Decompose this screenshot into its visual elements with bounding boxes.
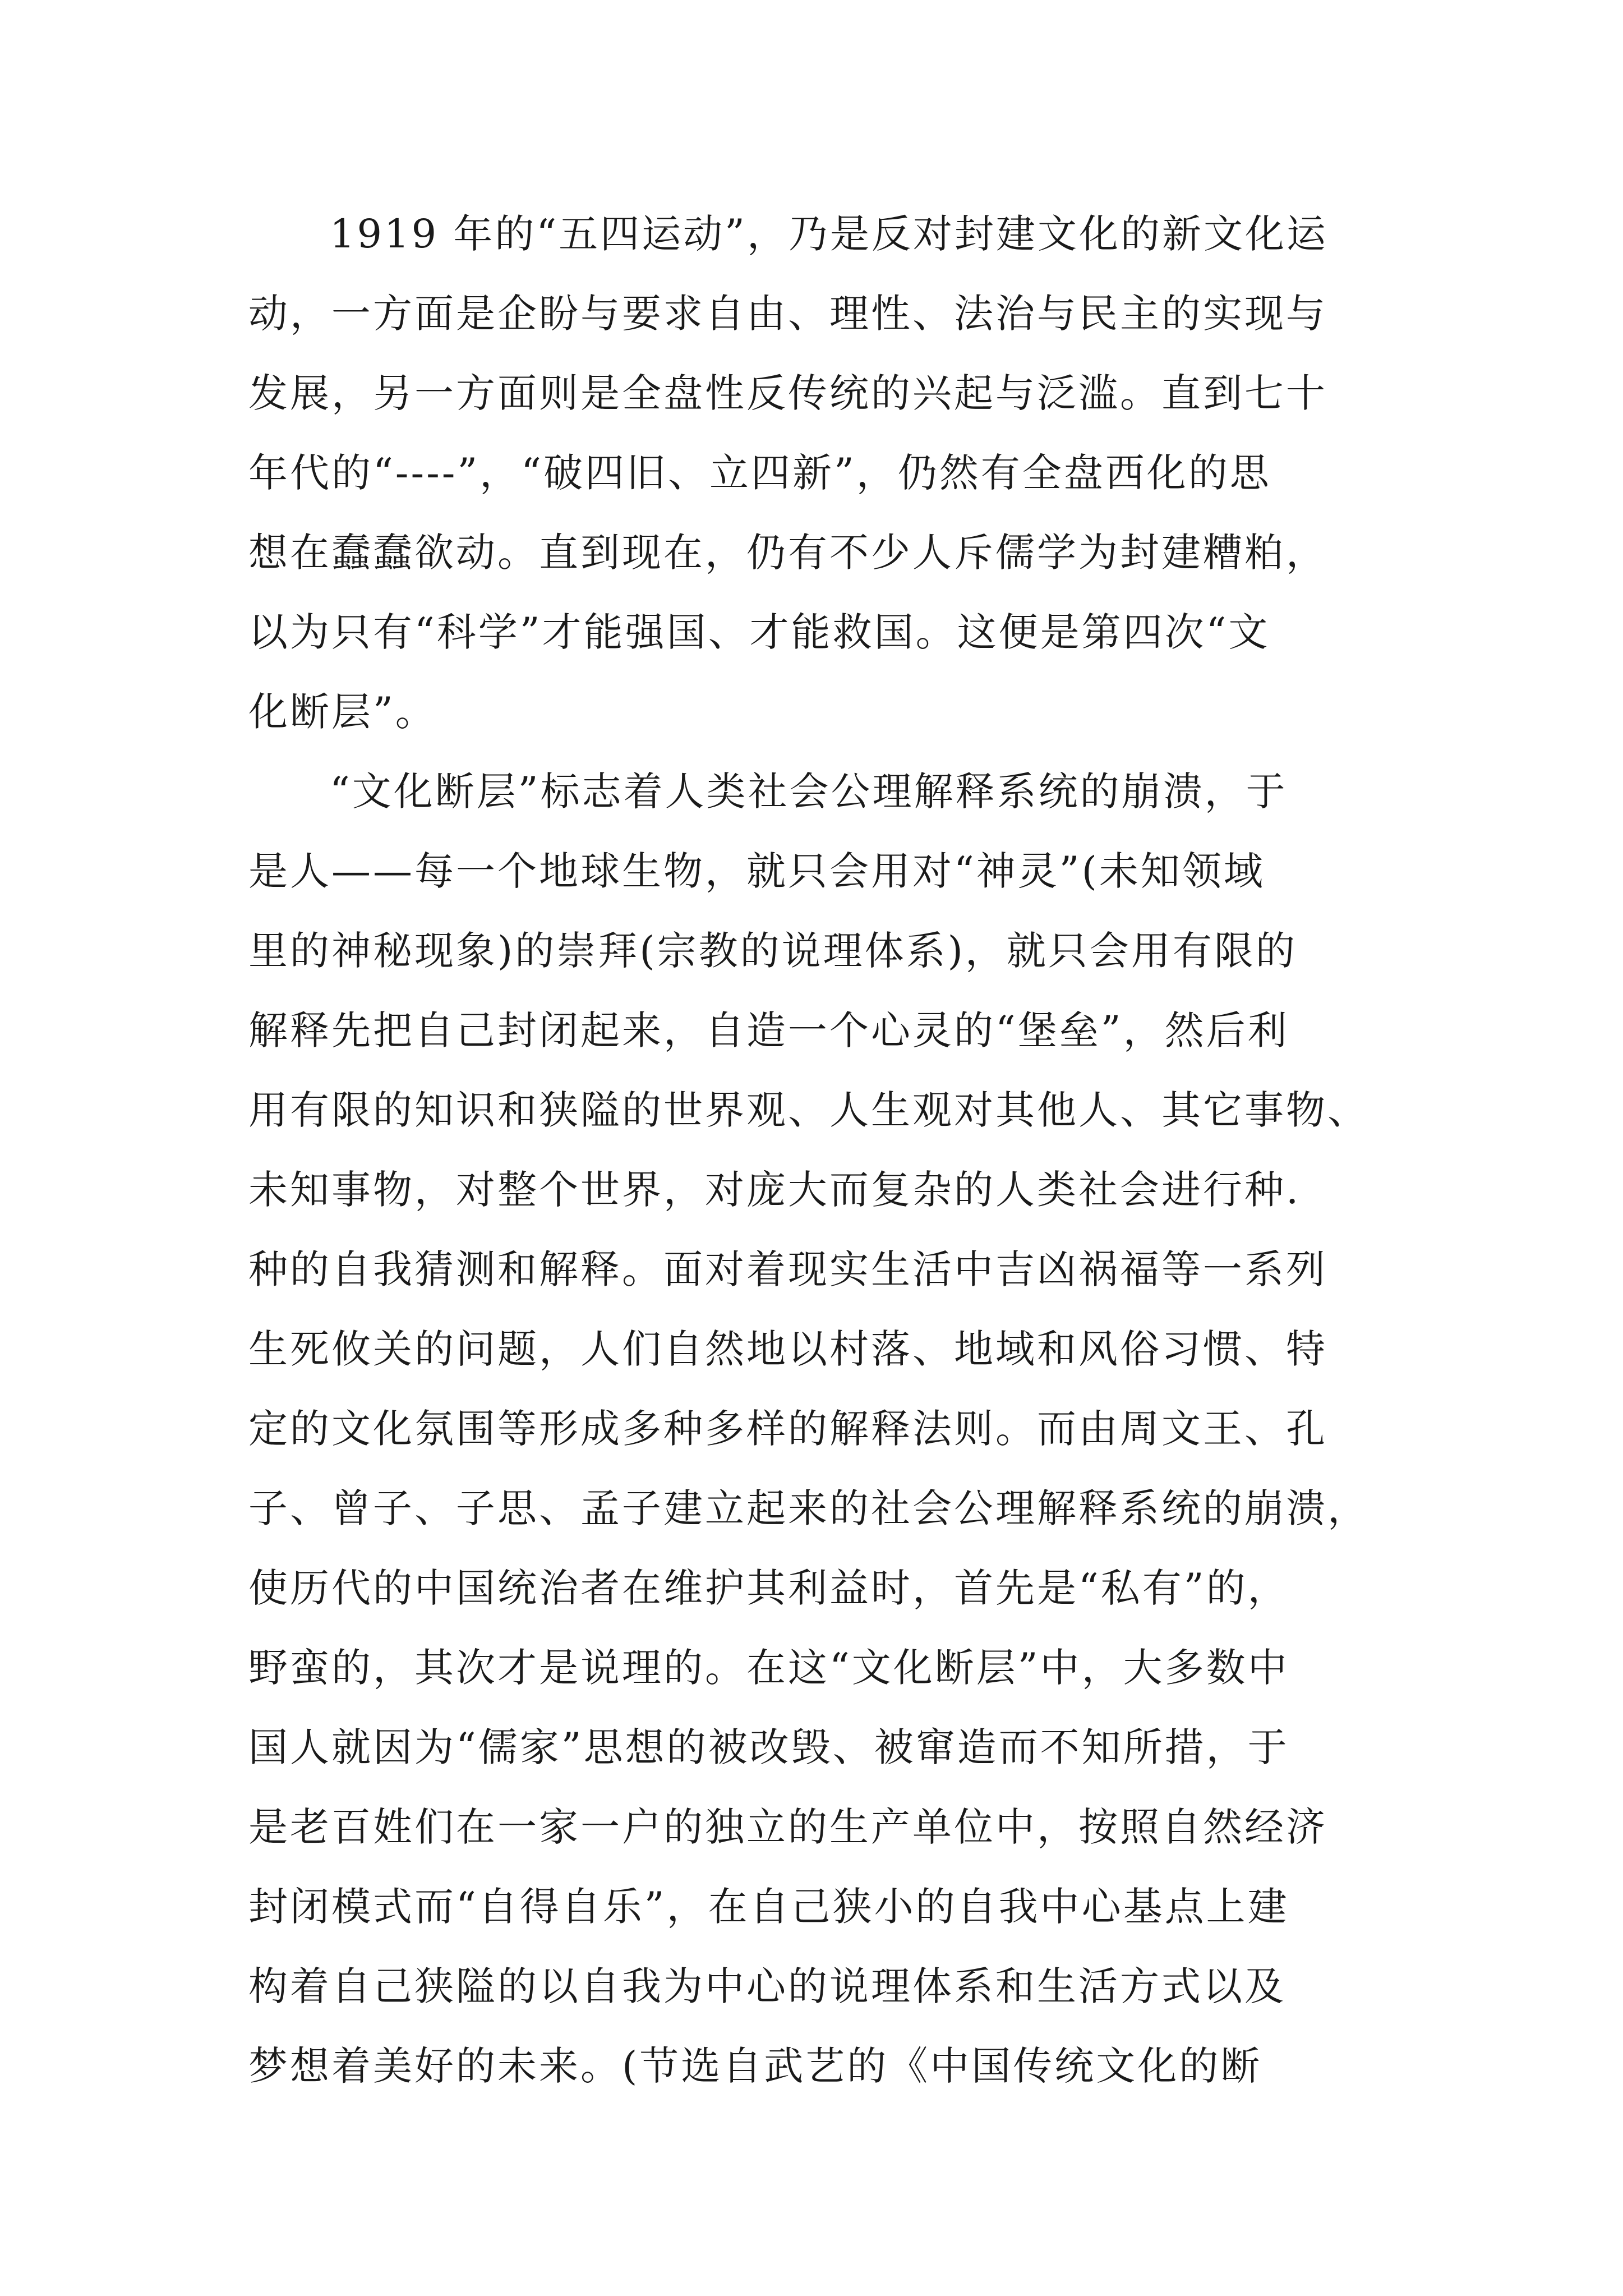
paragraph-2-line-12: 野蛮的，其次才是说理的。在这“文化断层”中，大多数中 xyxy=(248,1645,1289,1691)
paragraph-2-line-16: 构着自己狭隘的以自我为中心的说理体系和生活方式以及 xyxy=(248,1963,1286,2009)
paragraph-2-line-6: 未知事物，对整个世界，对庞大而复杂的人类社会进行种. xyxy=(248,1167,1301,1213)
paragraph-2-line-2: 是人——每一个地球生物，就只会用对“神灵”(未知领域 xyxy=(248,848,1265,894)
paragraph-2-line-17: 梦想着美好的未来。(节选自武艺的《中国传统文化的断 xyxy=(248,2043,1262,2089)
paragraph-2-line-13: 国人就因为“儒家”思想的被改毁、被窜造而不知所措，于 xyxy=(248,1724,1289,1770)
paragraph-2-line-1: “文化断层”标志着人类社会公理解释系统的崩溃，于 xyxy=(330,769,1288,815)
paragraph-1-line-7: 化断层”。 xyxy=(248,689,437,735)
paragraph-2-line-5: 用有限的知识和狭隘的世界观、人生观对其他人、其它事物、 xyxy=(248,1087,1369,1133)
paragraph-1-line-6: 以为只有“科学”才能强国、才能救国。这便是第四次“文 xyxy=(248,609,1270,655)
paragraph-2-line-11: 使历代的中国统治者在维护其利益时，首先是“私有”的， xyxy=(248,1565,1289,1611)
paragraph-2-line-4: 解释先把自己封闭起来，自造一个心灵的“堡垒”，然后利 xyxy=(248,1007,1289,1053)
paragraph-1-line-5: 想在蠢蠢欲动。直到现在，仍有不少人斥儒学为封建糟粕， xyxy=(248,530,1327,576)
paragraph-1-line-4: 年代的“----”，“破四旧、立四新”，仍然有全盘西化的思 xyxy=(248,450,1271,496)
paragraph-2-line-3: 里的神秘现象)的崇拜(宗教的说理体系)，就只会用有限的 xyxy=(248,928,1297,974)
paragraph-2-line-9: 定的文化氛围等形成多种多样的解释法则。而由周文王、孔 xyxy=(248,1406,1327,1452)
paragraph-1-line-2: 动，一方面是企盼与要求自由、理性、法治与民主的实现与 xyxy=(248,291,1327,337)
paragraph-2-line-10: 子、曾子、子思、孟子建立起来的社会公理解释系统的崩溃， xyxy=(248,1485,1369,1531)
paragraph-1-line-1: 1919 年的“五四运动”，乃是反对封建文化的新文化运 xyxy=(330,211,1328,257)
paragraph-2-line-15: 封闭模式而“自得自乐”，在自己狭小的自我中心基点上建 xyxy=(248,1884,1289,1930)
paragraph-2-line-14: 是老百姓们在一家一户的独立的生产单位中，按照自然经济 xyxy=(248,1804,1327,1850)
paragraph-2-line-8: 生死攸关的问题，人们自然地以村落、地域和风俗习惯、特 xyxy=(248,1326,1327,1372)
paragraph-1-line-3: 发展，另一方面则是全盘性反传统的兴起与泛滥。直到七十 xyxy=(248,370,1327,416)
paragraph-2-line-7: 种的自我猜测和解释。面对着现实生活中吉凶祸福等一系列 xyxy=(248,1246,1327,1292)
